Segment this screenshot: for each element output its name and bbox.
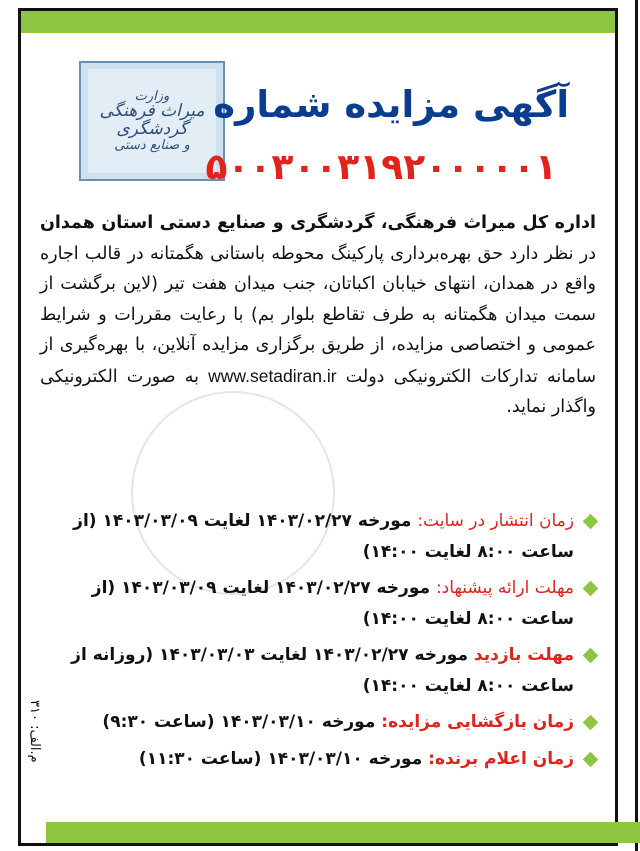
schedule-label: مهلت بازدید: [473, 645, 574, 665]
schedule-item: [40, 573, 596, 634]
schedule-label: زمان اعلام برنده:: [428, 748, 574, 769]
ministry-logo-calligraphy: [88, 69, 216, 173]
ad-header: [41, 51, 593, 211]
bullet-icon: [583, 581, 599, 597]
intro-text-1: در نظر دارد حق بهره‌برداری پارکینگ محوطه باستانی هگمتانه در قالب اجاره واقع در همدان، انتهای خیابان اکباتان، جنب میدان هفت تیر (لاین برگشت از سمت میدان هگمتانه به طرف تقاطع بلوار بم): [40, 243, 596, 325]
intro-text-2: با رعایت مقررات و شرایط عمومی و اختصاصی مزایده، از طریق برگزاری مزایده آنلاین، با بهره‌گیری از سامانه تدارکات الکترونیکی دولت: [40, 304, 596, 387]
bullet-icon: [583, 648, 599, 664]
schedule-list: [40, 506, 596, 780]
bullet-icon: [583, 715, 599, 731]
logo-line: میراث فرهنگی: [99, 101, 205, 122]
schedule-value: مورخه ۱۴۰۳/۰۳/۱۰ (ساعت ۱۱:۳۰): [138, 748, 429, 769]
schedule-label: زمان انتشار در سایت:: [417, 511, 574, 531]
logo-line: وزارت: [134, 88, 170, 104]
bullet-icon: [583, 514, 599, 530]
schedule-item: [40, 744, 596, 775]
bullet-icon: [583, 751, 599, 767]
organization-name: اداره کل میراث فرهنگی، گردشگری و صنایع دستی استان همدان: [40, 213, 596, 233]
schedule-label: زمان بازگشایی مزایده:: [381, 712, 574, 732]
schedule-label: مهلت ارائه پیشنهاد:: [435, 578, 574, 598]
intro-paragraph: [40, 208, 596, 423]
logo-line: و صنایع دستی: [114, 137, 190, 153]
ministry-logo: [79, 61, 225, 181]
intro-text-3: به صورت الکترونیکی واگذار نماید.: [40, 366, 596, 417]
top-green-bar: [21, 11, 615, 33]
schedule-value: مورخه ۱۴۰۳/۰۳/۱۰ (ساعت ۹:۳۰): [102, 712, 382, 732]
bottom-green-bar: [46, 822, 640, 843]
page-edge-rule: [635, 0, 638, 851]
schedule-value: مورخه ۱۴۰۳/۰۲/۲۷ لغایت ۱۴۰۳/۰۳/۰۹ (از ساعت ۸:۰۰ لغایت ۱۴:۰۰): [73, 511, 574, 562]
schedule-item: [40, 707, 596, 738]
auction-number: ۵۰۰۳۰۰۳۱۹۲۰۰۰۰۰۱: [205, 147, 557, 188]
schedule-item: [40, 640, 596, 701]
schedule-item: [40, 506, 596, 567]
ad-title: آگهی مزایده شماره: [213, 83, 569, 126]
logo-line: گردشگری: [116, 119, 188, 139]
setadiran-link[interactable]: www.setadiran.ir: [208, 365, 337, 386]
ad-reference-code: م.الف: ۳۱۰: [27, 700, 42, 763]
schedule-value: مورخه ۱۴۰۳/۰۲/۲۷ لغایت ۱۴۰۳/۰۳/۰۳ (روزانه از ساعت ۸:۰۰ لغایت ۱۴:۰۰): [71, 645, 574, 696]
schedule-value: مورخه ۱۴۰۳/۰۲/۲۷ لغایت ۱۴۰۳/۰۳/۰۹ (از ساعت ۸:۰۰ لغایت ۱۴:۰۰): [91, 578, 574, 629]
